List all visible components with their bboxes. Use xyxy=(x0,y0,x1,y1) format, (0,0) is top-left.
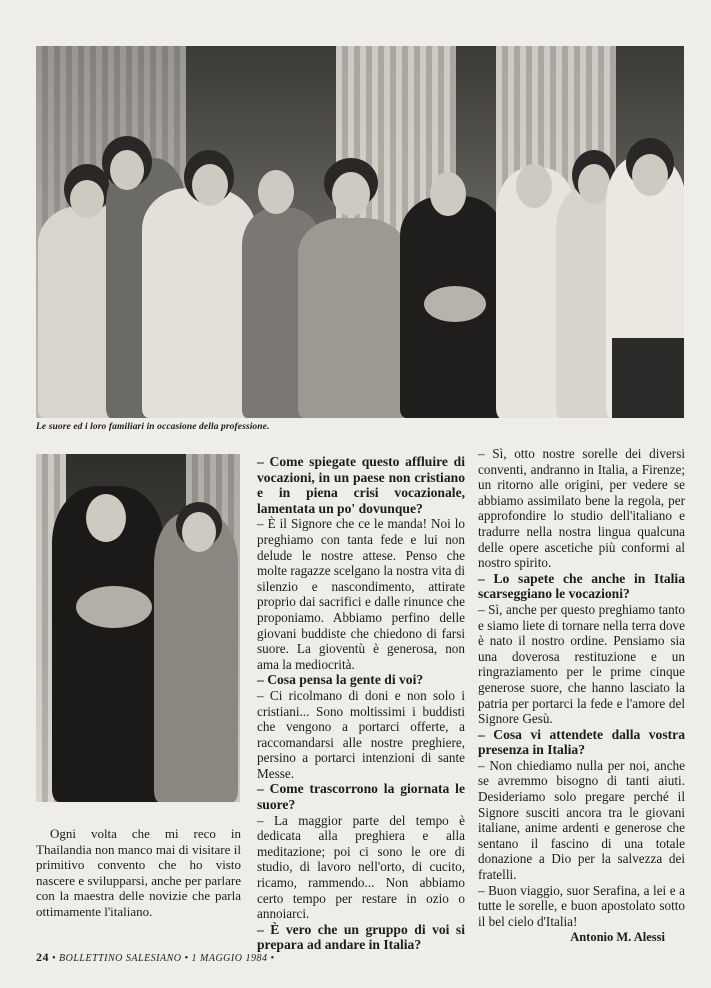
bottom-photo xyxy=(36,454,240,802)
publication-line: • BOLLETTINO SALESIANO • 1 MAGGIO 1984 • xyxy=(52,953,275,964)
answer: – La maggior parte del tempo è dedicata alla preghiera e alla meditazione; poi ci sono le ore di studio, di lavoro nell'orto, di cucito, ricamo, rammendo... Non abbiamo certo tempo per restare in ozio o annoiarci. xyxy=(257,812,465,922)
question: – Cosa pensa la gente di voi? xyxy=(257,672,424,688)
answer: – Non chiediamo nulla per noi, anche se avremmo bisogno di tanti aiuti. Desideriamo solo pregare perché il Signore susciti ancora tra le giovani italiane, anime ardenti e generose che sentano il fascino di una totale donazione a Dio per la salvezza dei fratelli. xyxy=(478,757,685,883)
photo-caption: Le suore ed i loro familiari in occasione della professione. xyxy=(36,422,270,432)
answer: – È il Signore che ce le manda! Noi lo preghiamo con tanta fede e lui non delude le nostre attese. Penso che molte ragazze scelgano la nostra vita di silenzio e nascondimento, attirate proprio dai sacrifici e dalle rinunce che proponiamo. Abbiamo perfino delle giovani buddiste che chiedono di farsi suore. La gioventù è generosa, non ama la mediocrità. xyxy=(257,516,465,672)
question: – Come spiegate questo affluire di vocazioni, in un paese non cristiano e in piena crisi vocazionale, lamentata un po' dovunque? xyxy=(257,454,465,516)
answer: – Ci ricolmano di doni e non solo i cristiani... Sono moltissimi i buddisti che vengono a portarci offerte, a raccomandarsi alle nostre preghiere, persino a portarci intenzioni di sante Messe. xyxy=(257,687,465,781)
answer: – Buon viaggio, suor Serafina, a lei e a tutte le sorelle, e buon apostolato sotto il bel cielo d'Italia! xyxy=(478,882,685,929)
page-number: 24 xyxy=(36,950,49,964)
column-right xyxy=(478,446,685,929)
page-footer xyxy=(36,950,274,965)
question: – È vero che un gruppo di voi si prepara ad andare in Italia? xyxy=(257,921,465,953)
answer: – Sì, anche per questo preghiamo tanto e siamo liete di tornare nella terra dove è nato il nostro ordine. Pensiamo sia una doverosa restituzione e un ringraziamento per le prime cinque generose suore, che hanno lasciato la patria per portarci la fede e l'amore del Signore Gesù. xyxy=(478,601,685,727)
column-left xyxy=(36,826,241,920)
paragraph: Ogni volta che mi reco in Thailandia non manco mai di visitare il primitivo convento che ho visto nascere e svilupparsi, anche per parlare con la maestra delle novizie che parla ottimamente l'italiano. xyxy=(36,826,241,919)
question: – Come trascorrono la giornata le suore? xyxy=(257,781,465,813)
answer: – Sì, otto nostre sorelle dei diversi conventi, andranno in Italia, a Firenze; un ritorno alle origini, per vedere se abbiamo assimilato bene la regola, per approfondire lo studio dell'italiano e tradurre nella nostra lingua qualcuna delle opere ascetiche più conformi al nostro spirito. xyxy=(478,446,685,571)
top-photo xyxy=(36,46,684,418)
question: – Cosa vi attendete dalla vostra presenza in Italia? xyxy=(478,726,685,758)
column-middle xyxy=(257,454,465,953)
question: – Lo sapete che anche in Italia scarseggiano le vocazioni? xyxy=(478,570,685,602)
author-signature: Antonio M. Alessi xyxy=(570,930,665,944)
